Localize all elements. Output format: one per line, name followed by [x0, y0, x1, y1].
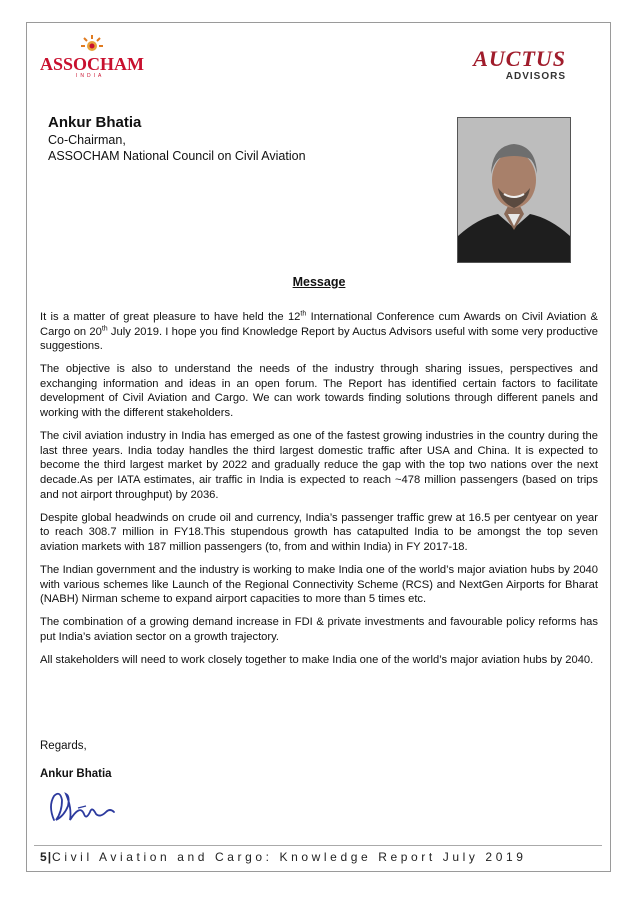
assocham-logo — [40, 34, 150, 78]
auctus-wordmark: AUCTUS — [473, 46, 566, 71]
footer-divider — [34, 845, 602, 846]
message-paragraph-5: The Indian government and the industry is working to make India one of the world’s major aviation hubs by 2040 with various schemes like Launch of the Regional Connectivity Scheme (RCS) and NextGen Airports for Bharat (NABH) Nirman scheme to expand airport capacities to more than 5 times etc. — [40, 563, 598, 606]
message-paragraph-1: It is a matter of great pleasure to have held the 12th International Conference cum Awards on Civil Aviation & Cargo on 20th July 2019. I hope you find Knowledge Report by Auctus Advisors useful with some very productive suggestions. — [40, 310, 598, 353]
closing-regards: Regards, — [40, 740, 87, 752]
signature-icon — [40, 786, 120, 832]
author-portrait — [457, 117, 571, 263]
message-title: Message — [292, 275, 346, 289]
footer-title: Civil Aviation and Cargo: Knowledge Report July 2019 — [52, 850, 527, 864]
message-paragraph-4: Despite global headwinds on crude oil and currency, India’s passenger traffic grew at 16.5 per centyear on year to reach 308.7 million in FY18.This stupendous growth has catapulted India to be amongst the top seven aviation markets with 187 million passengers (to, from and within India) in FY 2017-18. — [40, 511, 598, 553]
assocham-emblem-icon — [40, 34, 150, 56]
page-number: 5 — [40, 850, 48, 864]
message-paragraph-7: All stakeholders will need to work closely together to make India one of the world’s major aviation hubs by 2040. — [40, 653, 594, 666]
signatory-name: Ankur Bhatia — [40, 768, 112, 780]
author-role-title: Co-Chairman, — [48, 133, 126, 147]
assocham-wordmark: ASSOCHAM — [40, 54, 145, 74]
auctus-subtitle: ADVISORS — [505, 71, 566, 82]
portrait-image-icon — [458, 118, 570, 262]
message-paragraph-6: The combination of a growing demand increase in FDI & private investments and favourable policy reforms has put India’s aviation sector on a growth trajectory. — [40, 616, 598, 643]
message-paragraph-3: The civil aviation industry in India has emerged as one of the fastest growing industries in the country during the last three years. India today handles the third largest domestic traffic after USA and China. It is expected to become the third largest market by 2022 and gradually reduce the gap with the top two nations over the next decade.As per IATA estimates, air traffic in India is expected to reach ~478 million passengers (based on trips and not airport throughput) by 2036. — [40, 430, 598, 501]
assocham-subtitle: INDIA — [76, 73, 105, 79]
footer-separator: | — [47, 850, 53, 864]
message-body — [40, 310, 598, 676]
author-role — [48, 132, 306, 164]
message-paragraph-2: The objective is also to understand the needs of the industry through sharing issues, perspectives and exchanging information and ideas in an open forum. The Report has identified certain factors to facilitate development of Civil Aviation and Cargo. We can work towards finding solutions through different panels and working with the different stakeholders. — [40, 363, 598, 420]
auctus-logo — [473, 48, 566, 82]
author-role-organization: ASSOCHAM National Council on Civil Aviation — [48, 149, 306, 163]
author-name: Ankur Bhatia — [48, 114, 142, 131]
page-footer — [40, 850, 527, 864]
